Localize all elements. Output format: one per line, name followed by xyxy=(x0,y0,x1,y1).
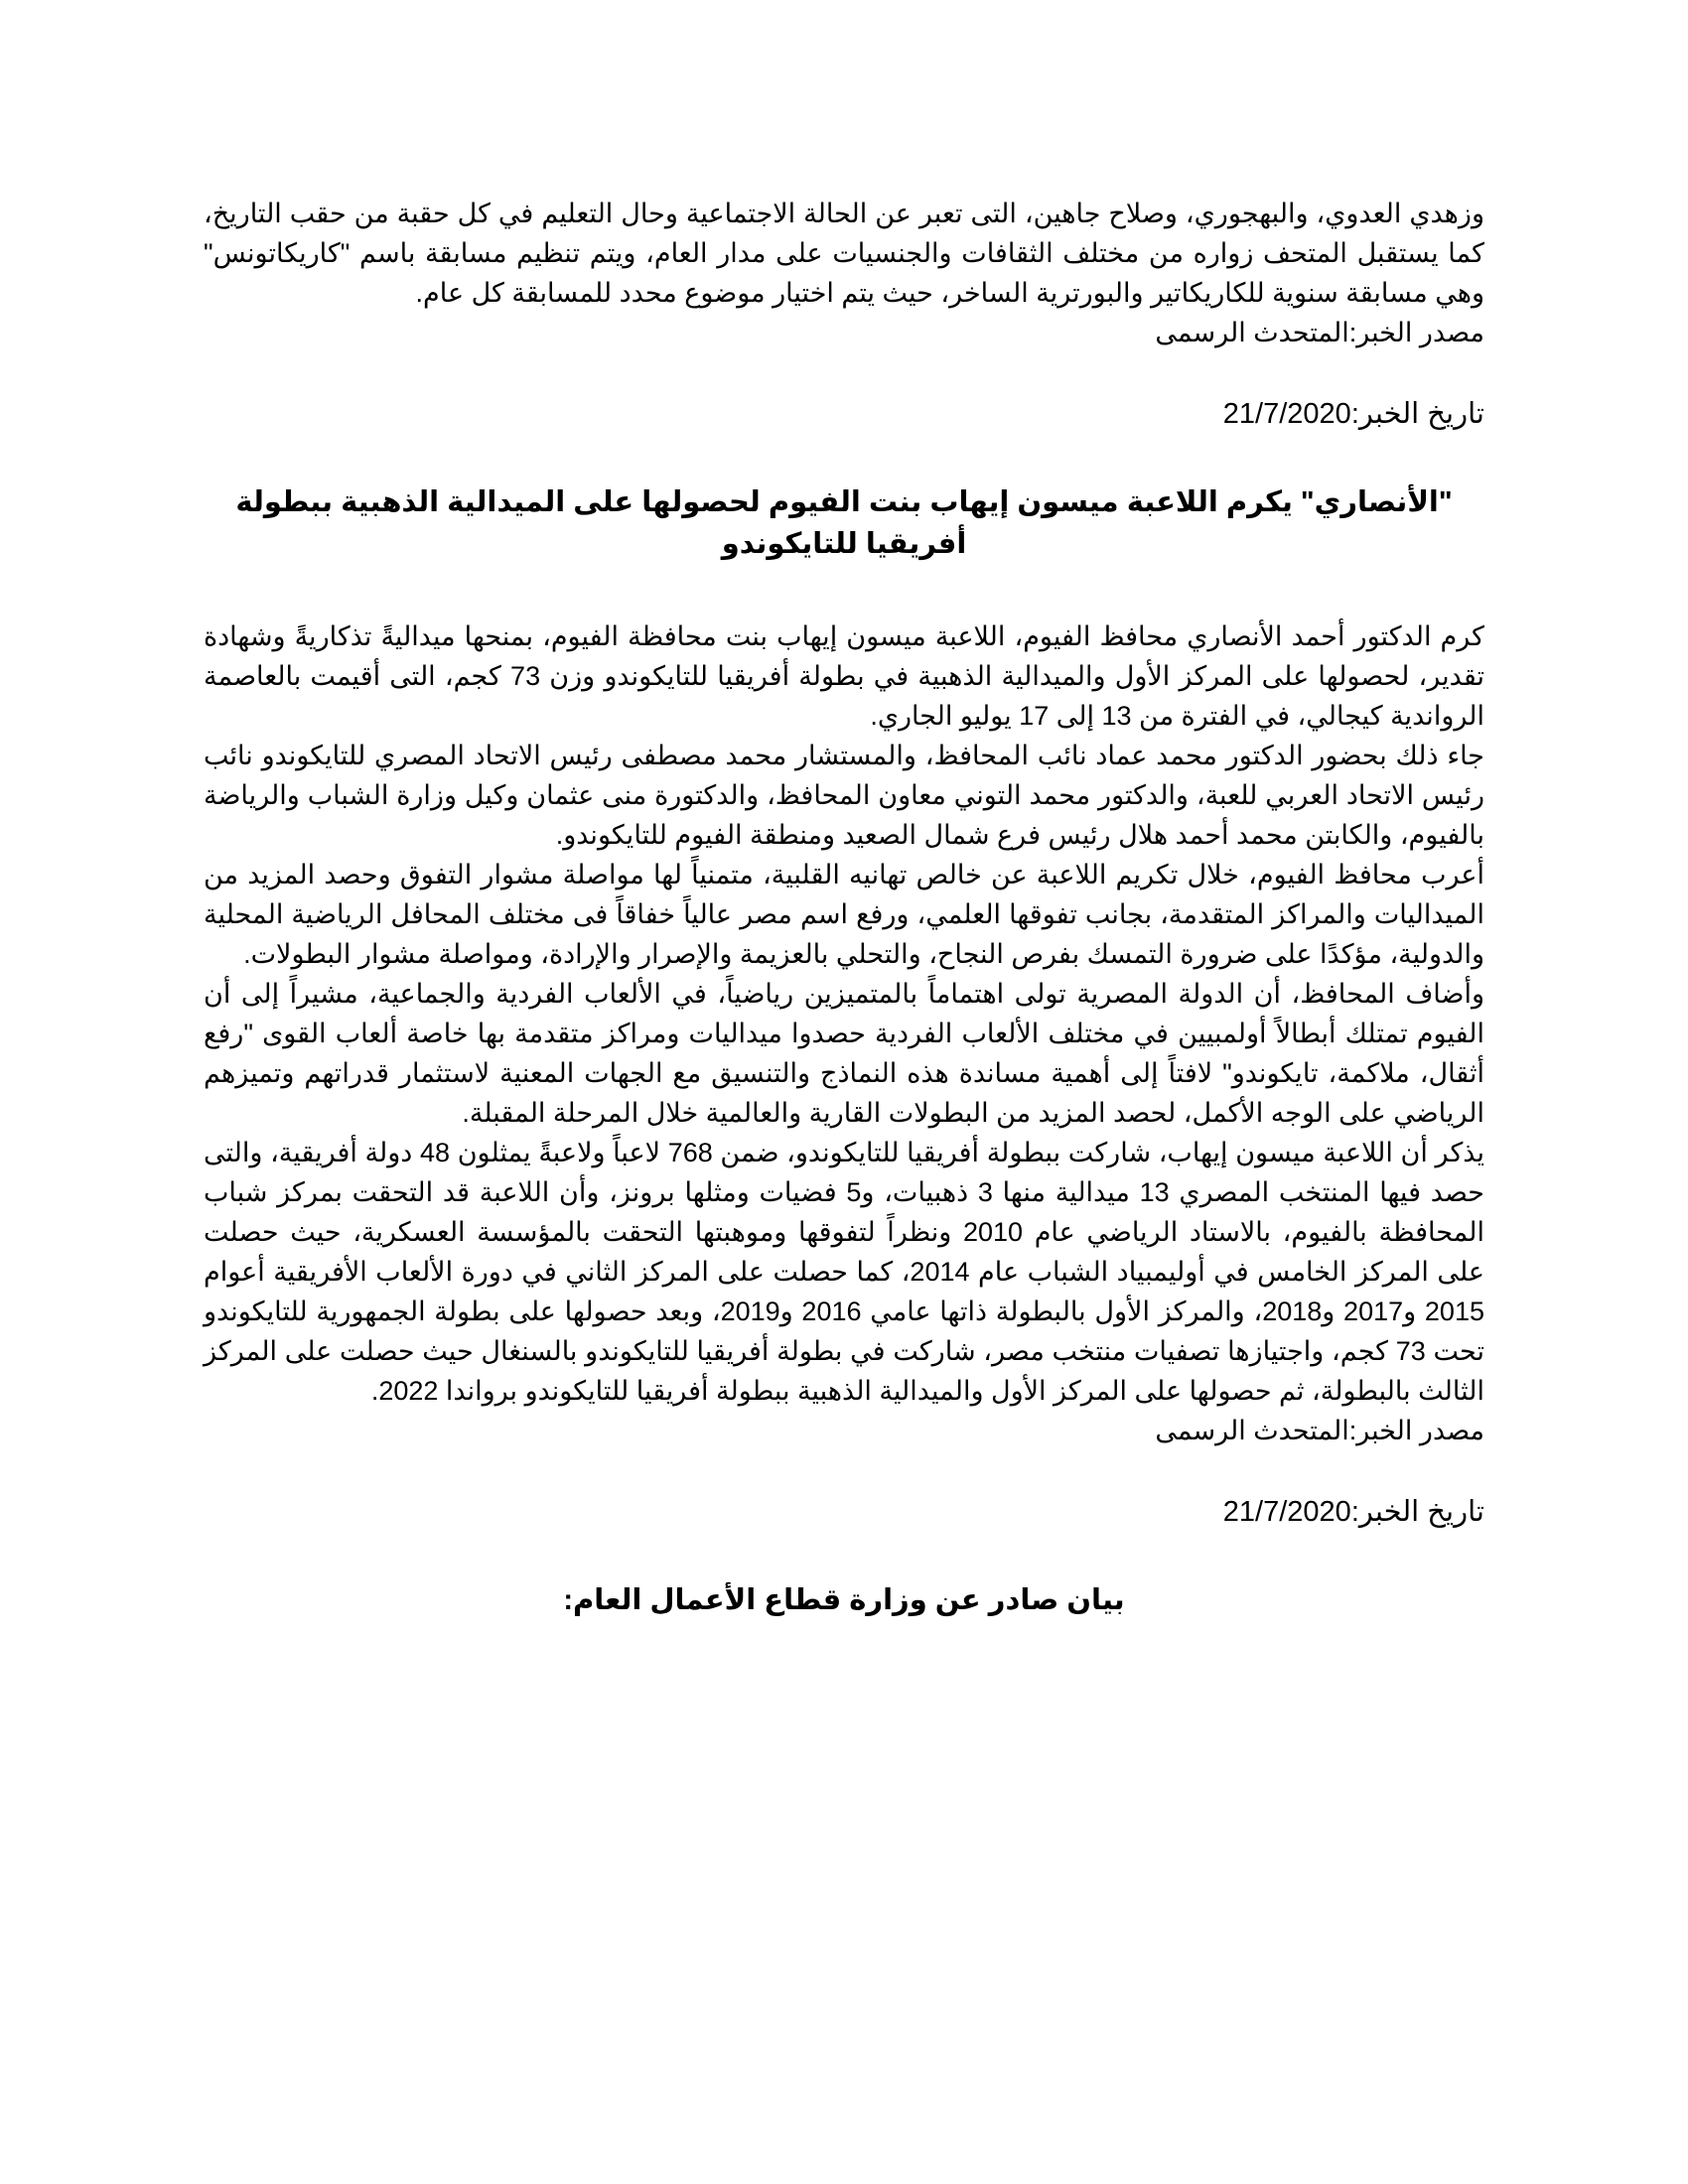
article-body xyxy=(204,616,1484,1450)
article-paragraph: جاء ذلك بحضور الدكتور محمد عماد نائب المحافظ، والمستشار محمد مصطفى رئيس الاتحاد المصري للتايكوندو نائب رئيس الاتحاد العربي للعبة، والدكتور محمد التوني معاون المحافظ، والدكتورة منى عثمان وكيل وزارة الشباب والرياضة بالفيوم، والكابتن محمد أحمد هلال رئيس فرع شمال الصعيد ومنطقة الفيوم للتايكوندو. xyxy=(204,741,1484,850)
article-date: تاريخ الخبر:21/7/2020 xyxy=(1222,1496,1484,1528)
continuation-paragraph: وزهدي العدوي، والبهجوري، وصلاح جاهين، التى تعبر عن الحالة الاجتماعية وحال التعليم في كل حقبة من حقب التاريخ، كما يستقبل المتحف زواره من مختلف الثقافات والجنسيات على مدار العام، ويتم تنظيم مسابقة باسم "كاريكاتونس" وهي مسابقة سنوية للكاريكاتير والبورترية الساخر، حيث يتم اختيار موضوع محدد للمسابقة كل عام. xyxy=(204,199,1484,308)
article-source: مصدر الخبر:المتحدث الرسمى xyxy=(1155,1416,1484,1445)
document-page xyxy=(204,194,1484,1645)
article-paragraph: يذكر أن اللاعبة ميسون إيهاب، شاركت ببطولة أفريقيا للتايكوندو، ضمن 768 لاعباً ولاعبةً يمثلون 48 دولة أفريقية، والتى حصد فيها المنتخب المصري 13 ميدالية منها 3 ذهبيات، و5 فضيات ومثلها برونز، وأن اللاعبة قد التحقت بمركز شباب المحافظة بالفيوم، بالاستاد الرياضي عام 2010 ونظراً لتفوقها وموهبتها التحقت بالمؤسسة العسكرية، حيث حصلت على المركز الخامس في أوليمبياد الشباب عام 2014، كما حصلت على المركز الثاني في دورة الألعاب الأفريقية أعوام 2015 و2017 و2018، والمركز الأول بالبطولة ذاتها عامي 2016 و2019، وبعد حصولها على بطولة الجمهورية للتايكوندو تحت 73 كجم، واجتيازها تصفيات منتخب مصر، شاركت في بطولة أفريقيا للتايكوندو بالسنغال حيث حصلت على المركز الثالث بالبطولة، ثم حصولها على المركز الأول والميدالية الذهبية ببطولة أفريقيا للتايكوندو برواندا 2022. xyxy=(204,1138,1484,1406)
article-paragraph: وأضاف المحافظ، أن الدولة المصرية تولى اهتماماً بالمتميزين رياضياً، في الألعاب الفردية والجماعية، مشيراً إلى أن الفيوم تمتلك أبطالاً أولمبيين في مختلف الألعاب الفردية حصدوا ميداليات ومراكز متقدمة بها خاصة ألعاب القوى "رفع أثقال، ملاكمة، تايكوندو" لافتاً إلى أهمية مساندة هذه النماذج والتنسيق مع الجهات المعنية لاستثمار قدراتهم وتميزهم الرياضي على الوجه الأكمل، لحصد المزيد من البطولات القارية والعالمية خلال المرحلة المقبلة. xyxy=(204,979,1484,1128)
news-date: تاريخ الخبر:21/7/2020 xyxy=(1222,398,1484,430)
article-paragraph: أعرب محافظ الفيوم، خلال تكريم اللاعبة عن خالص تهانيه القلبية، متمنياً لها مواصلة مشوار التفوق وحصد المزيد من الميداليات والمراكز المتقدمة، بجانب تفوقها العلمي، ورفع اسم مصر عالياً خفاقاً فى مختلف المحافل الرياضية المحلية والدولية، مؤكدًا على ضرورة التمسك بفرص النجاح، والتحلي بالعزيمة والإصرار والإرادة، ومواصلة مشوار البطولات. xyxy=(204,860,1484,969)
statement-heading: بيان صادر عن وزارة قطاع الأعمال العام: xyxy=(563,1584,1125,1616)
news-source: مصدر الخبر:المتحدث الرسمى xyxy=(1155,318,1484,347)
article-paragraph: كرم الدكتور أحمد الأنصاري محافظ الفيوم، اللاعبة ميسون إيهاب بنت محافظة الفيوم، بمنحها ميداليةً تذكاريةً وشهادة تقدير، لحصولها على المركز الأول والميدالية الذهبية في بطولة أفريقيا للتايكوندو وزن 73 كجم، التى أقيمت بالعاصمة الرواندية كيجالي، في الفترة من 13 إلى 17 يوليو الجاري. xyxy=(204,621,1485,731)
article-headline: "الأنصاري" يكرم اللاعبة ميسون إيهاب بنت الفيوم لحصولها على الميدالية الذهبية ببطولة أفريقيا للتايكوندو xyxy=(235,486,1453,560)
